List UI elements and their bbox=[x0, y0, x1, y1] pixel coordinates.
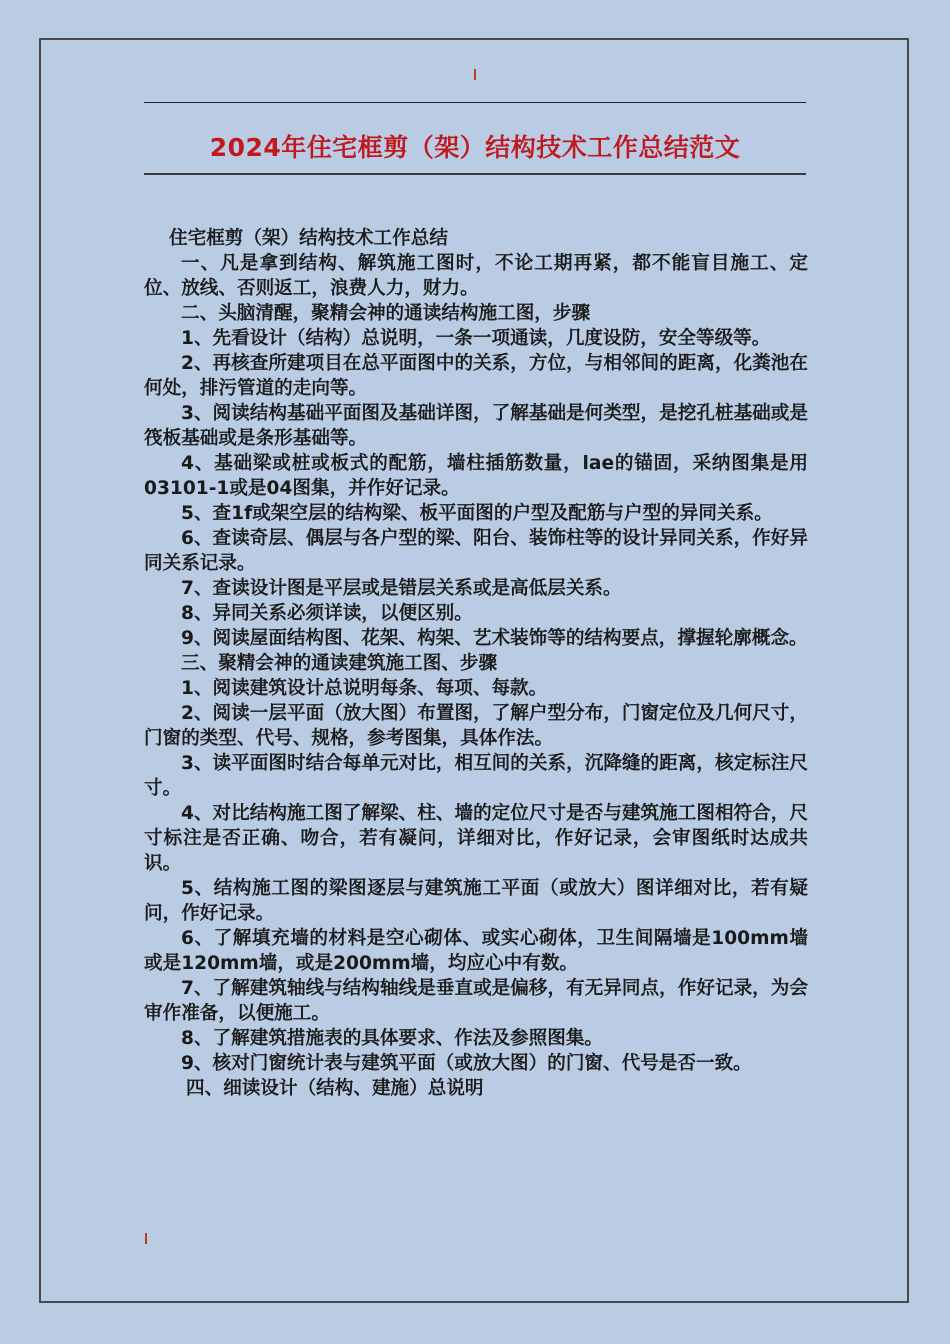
header-cursor-mark bbox=[474, 69, 476, 80]
paragraph: 一、凡是拿到结构、解筑施工图时，不论工期再紧，都不能盲目施工、定位、放线、否则返工，浪费人力，财力。 bbox=[144, 253, 808, 299]
paragraph: 7、查读设计图是平层或是错层关系或是高低层关系。 bbox=[181, 578, 622, 599]
document-body bbox=[144, 226, 808, 1101]
document-subtitle: 住宅框剪（架）结构技术工作总结 bbox=[169, 228, 448, 249]
title-underline bbox=[144, 173, 806, 175]
paragraph: 2、再核查所建项目在总平面图中的关系，方位，与相邻间的距离，化粪池在何处，排污管道的走向等。 bbox=[144, 353, 808, 399]
paragraph: 8、异同关系必须详读，以便区别。 bbox=[181, 603, 473, 624]
paragraph: 2、阅读一层平面（放大图）布置图，了解户型分布，门窗定位及几何尺寸，门窗的类型、代号、规格，参考图集，具体作法。 bbox=[144, 703, 808, 749]
paragraph: 8、了解建筑措施表的具体要求、作法及参照图集。 bbox=[181, 1028, 604, 1049]
paragraph: 6、了解填充墙的材料是空心砌体、或实心砌体，卫生间隔墙是100mm墙或是120mm墙，或是200mm墙，均应心中有数。 bbox=[144, 928, 808, 974]
paragraph: 3、读平面图时结合每单元对比，相互间的关系，沉降缝的距离，核定标注尺寸。 bbox=[144, 753, 808, 799]
paragraph: 3、阅读结构基础平面图及基础详图，了解基础是何类型，是挖孔桩基础或是筏板基础或是条形基础等。 bbox=[144, 403, 808, 449]
paragraph: 4、对比结构施工图了解梁、柱、墙的定位尺寸是否与建筑施工图相符合，尺寸标注是否正确、吻合，若有凝问，详细对比，作好记录，会审图纸时达成共识。 bbox=[144, 803, 808, 874]
section-heading: 四、细读设计（结构、建施）总说明 bbox=[186, 1078, 484, 1099]
paragraph: 1、先看设计（结构）总说明，一条一项通读，几度设防，安全等级等。 bbox=[181, 328, 771, 349]
paragraph: 5、结构施工图的梁图逐层与建筑施工平面（或放大）图详细对比，若有疑问，作好记录。 bbox=[144, 878, 808, 924]
document-title: 2024年住宅框剪（架）结构技术工作总结范文 bbox=[209, 133, 741, 162]
paragraph: 7、了解建筑轴线与结构轴线是垂直或是偏移，有无异同点，作好记录，为会审作准备，以便施工。 bbox=[144, 978, 808, 1024]
header-rule bbox=[144, 102, 806, 103]
paragraph: 6、查读奇层、偶层与各户型的梁、阳台、装饰柱等的设计异同关系，作好异同关系记录。 bbox=[144, 528, 808, 574]
paragraph: 9、核对门窗统计表与建筑平面（或放大图）的门窗、代号是否一致。 bbox=[181, 1053, 752, 1074]
footer-cursor-mark bbox=[145, 1233, 147, 1244]
paragraph: 5、查1f或架空层的结构梁、板平面图的户型及配筋与户型的异同关系。 bbox=[181, 503, 773, 524]
paragraph: 9、阅读屋面结构图、花架、构架、艺术装饰等的结构要点，撑握轮廓概念。 bbox=[181, 628, 808, 649]
paragraph: 4、基础梁或桩或板式的配筋，墙柱插筋数量，lae的锚固，采纳图集是用03101-1或是04图集，并作好记录。 bbox=[144, 453, 808, 499]
section-heading: 三、聚精会神的通读建筑施工图、步骤 bbox=[181, 653, 498, 674]
section-heading: 二、头脑清醒，聚精会神的通读结构施工图，步骤 bbox=[181, 303, 591, 324]
paragraph: 1、阅读建筑设计总说明每条、每项、每款。 bbox=[181, 678, 548, 699]
